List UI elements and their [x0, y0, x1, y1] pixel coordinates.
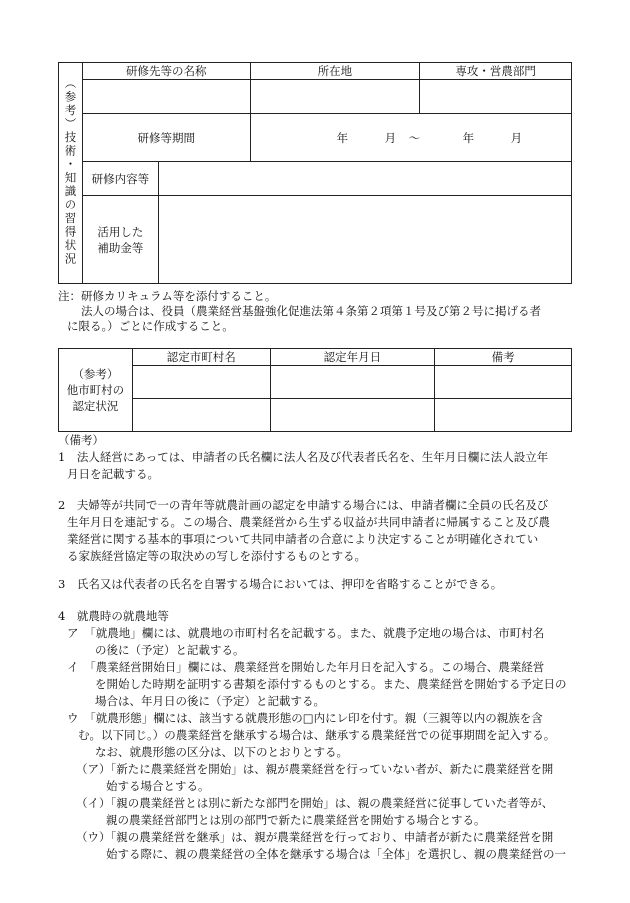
item4-u-line2: む。以下同じ。）の農業経営を継承する場合は、継承する農業経営での従事期間を記入する。 [78, 728, 556, 742]
side-line-2: 他市町村の [66, 383, 125, 397]
col-major-header: 専攻・営農部門 [420, 63, 572, 80]
side-line-1: （参考） [72, 367, 119, 381]
note-cell-1[interactable] [435, 366, 572, 399]
subsidy-cell[interactable] [158, 196, 571, 284]
item1-line1: 1 法人経営にあっては、申請者の氏名欄に法人名及び代表者氏名を、生年月日欄に法人設立年 [58, 450, 549, 464]
item4-a-line2: の後に（予定）と記載する。 [95, 643, 245, 657]
period-month2: 月 [510, 130, 523, 145]
subsidy-label-cell [82, 196, 158, 284]
note1-line2: 法人の場合は、役員（農業経営基盤強化促進法第４条第２項第１号及び第２号に掲げる者 [81, 304, 541, 318]
item1-line2: 月日を記載する。 [67, 467, 159, 481]
side-label-cell [59, 63, 83, 284]
period-year1: 年 [336, 130, 349, 145]
content-cell[interactable] [158, 162, 571, 196]
item4-i-line2: を開始した時期を証明する書類を添付するものとする。また、農業経営を開始する予定日の [95, 677, 567, 691]
side-label: （参考）技術・知識の習得状況 [63, 77, 78, 266]
note1-line1: 注：研修カリキュラム等を添付すること。 [58, 289, 277, 303]
item4-i-line3: 場合は、年月日の後に（予定）と記載する。 [95, 694, 325, 708]
item4-a3-line1: （ウ）「親の農業経営を継承」は、親が農業経営を行っており、申請者が新たに農業経営を開 [76, 830, 554, 844]
date-cell-2[interactable] [270, 399, 435, 432]
item4-a1-line1: （ア）「新たに農業経営を開始」は、親が農業経営を行っていない者が、新たに農業経営を開 [76, 762, 554, 776]
item2-line4: る家族経営協定等の取決めの写しを添付するものとする。 [67, 549, 366, 563]
col-location-header: 所在地 [250, 63, 420, 80]
item4-a-line1: ア 「就農地」欄には、就農地の市町村名を記載する。また、就農予定地の場合は、市町村名 [67, 626, 545, 640]
other-city-table [58, 348, 572, 432]
col-name-header: 研修先等の名称 [82, 63, 250, 80]
col-city-header: 認定市町村名 [132, 349, 270, 366]
period-month1: 月 [384, 130, 397, 145]
col-note-header: 備考 [435, 349, 572, 366]
item4-a2-line1: （イ）「親の農業経営とは別に新たな部門を開始」は、親の農業経営に従事していた者等が、 [76, 796, 554, 810]
period-value-cell[interactable] [250, 114, 571, 162]
period-year2: 年 [462, 130, 475, 145]
note-cell-2[interactable] [435, 399, 572, 432]
major-cell[interactable] [420, 80, 572, 114]
side-line-3: 認定状況 [72, 399, 119, 413]
item2-line2: 生年月日を連記する。この場合、農業経営から生ずる収益が共同申請者に帰属すること及び農 [67, 515, 550, 529]
period-label: 研修等期間 [82, 114, 250, 162]
other-city-side [59, 349, 133, 432]
item4-u-line3: なお、就農形態の区分は、以下のとおりとする。 [95, 745, 348, 759]
subsidy-label-2: 補助金等 [97, 240, 144, 255]
location-cell[interactable] [250, 80, 420, 114]
content-label: 研修内容等 [82, 162, 158, 196]
note1-line3: に限る。）ごとに作成すること。 [67, 319, 234, 333]
item4-i-line1: イ 「農業経営開始日」欄には、農業経営を開始した年月日を記入する。この場合、農業経営 [67, 660, 545, 674]
item4-title: 4 就農時の就農地等 [58, 609, 169, 623]
city-cell-1[interactable] [132, 366, 270, 399]
remarks-heading: （備考） [58, 433, 104, 447]
item4-a3-line2: 始する際に、親の農業経営の全体を継承する場合は「全体」を選択し、親の農業経営の一 [106, 847, 566, 861]
item2-line1: 2 夫婦等が共同で一の青年等就農計画の認定を申請する場合には、申請者欄に全員の氏名及び [58, 498, 549, 512]
col-date-header: 認定年月日 [270, 349, 435, 366]
training-table [58, 62, 572, 284]
item3-line1: 3 氏名又は代表者の氏名を自署する場合においては、押印を省略することができる。 [58, 577, 503, 591]
subsidy-label-1: 活用した [97, 224, 144, 239]
item2-line3: 業経営に関する基本的事項について共同申請者の合意により決定することが明確化されてい [67, 532, 539, 546]
name-cell[interactable] [82, 80, 250, 114]
item4-a2-line2: 親の農業経営部門とは別の部門で新たに農業経営を開始する場合とする。 [106, 813, 486, 827]
date-cell-1[interactable] [270, 366, 435, 399]
city-cell-2[interactable] [132, 399, 270, 432]
item4-a1-line2: 始する場合とする。 [106, 779, 210, 793]
period-tilde: ～ [408, 130, 421, 145]
item4-u-line1: ウ 「就農形態」欄には、該当する就農形態の□内にレ印を付す。親（三親等以内の親族を含 [67, 711, 543, 725]
